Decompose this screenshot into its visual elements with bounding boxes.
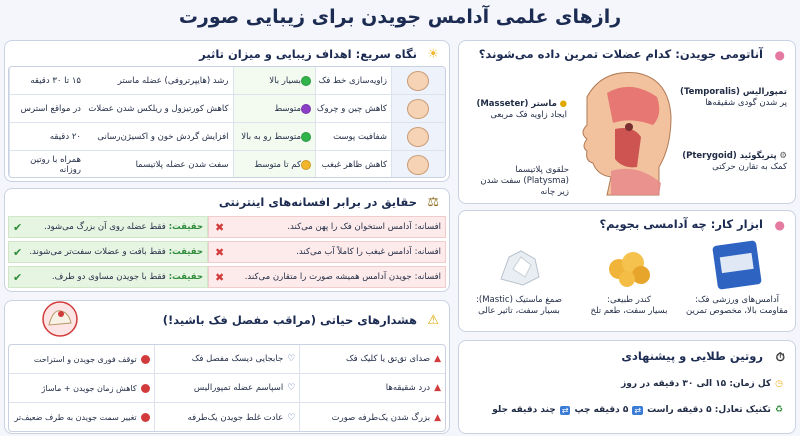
anatomy-heading-text: آناتومی جویدن: کدام عضلات تمرین داده می‌شوند؟ <box>478 47 763 61</box>
warning-action <box>9 374 154 402</box>
stethoscope-icon: ♡ <box>287 383 296 393</box>
stop-icon <box>141 355 150 364</box>
masseter-label <box>467 99 567 121</box>
fact-label: حقیقت: <box>168 222 203 232</box>
temporalis-name: تمپورالیس (Temporalis) <box>680 87 787 97</box>
fact-text: فقط با جویدن مساوی دو طرف. <box>51 272 166 282</box>
myth-row <box>8 266 446 288</box>
myths-heading <box>219 195 439 210</box>
overview-effect: افزایش گردش خون و اکسیژن‌رسانی <box>97 131 229 142</box>
stopwatch-icon: ⏱ <box>775 349 785 364</box>
overview-effect: کاهش کورتیزول و ریلکس شدن عضلات <box>88 103 229 114</box>
warning-cause-text: اسپاسم عضله تمپورالیس <box>193 383 284 393</box>
cross-icon: ✖ <box>215 270 225 284</box>
overview-level <box>233 67 315 94</box>
level-dot-icon <box>301 76 311 86</box>
muscle-icon: ● <box>559 99 567 109</box>
pterygoid-desc: کمک به تقارن حرکتی <box>712 162 787 172</box>
overview-heading <box>199 47 439 62</box>
tool-frankincense <box>579 239 679 317</box>
myth-text: آدامس غبغب را کاملاً آب می‌کند. <box>296 247 412 257</box>
overview-level-text: متوسط <box>274 103 302 114</box>
siren-icon: ▲ <box>434 354 441 364</box>
swap-icon: ⇄ <box>634 405 642 415</box>
myth-label: افسانه: <box>414 247 441 257</box>
overview-icon-cell <box>391 151 445 178</box>
page-title: رازهای علمی آدامس جویدن برای زیبایی صورت <box>178 6 622 28</box>
warnings-table <box>8 344 446 432</box>
swap-icon-2: ⇄ <box>561 405 569 415</box>
stop-icon <box>141 384 150 393</box>
overview-icon-cell <box>391 67 445 94</box>
myth-row <box>8 216 446 238</box>
warning-action <box>9 345 154 373</box>
mastic-icon <box>491 239 547 291</box>
temporalis-desc: پر شدن گودی شقیقه‌ها <box>705 98 787 108</box>
overview-time: ۲۰ دقیقه <box>9 123 85 150</box>
warning-cause-text: عادت غلط جویدن یک‌طرفه <box>187 412 284 423</box>
warning-action-text: تغییر سمت جویدن به طرف ضعیف‌تر <box>14 413 137 422</box>
overview-icon-cell <box>391 123 445 150</box>
check-icon: ✔ <box>13 270 23 284</box>
jaw-joint-icon <box>39 299 81 337</box>
myth-cell <box>208 266 446 288</box>
scale-icon: ⚖ <box>427 194 439 210</box>
face-icon <box>407 99 429 119</box>
masseter-name: ماستر (Masseter) <box>476 99 557 109</box>
pterygoid-label <box>667 151 787 173</box>
tool-gum-pack <box>685 239 789 317</box>
stethoscope-icon: ♡ <box>287 354 296 364</box>
overview-level <box>233 123 315 150</box>
overview-level-text: متوسط رو به بالا <box>241 131 302 142</box>
myth-text: جویدن آدامس همیشه صورت را متقارن می‌کند. <box>244 272 412 282</box>
pterygoid-name: پتریگوئید (Pterygoid) <box>682 151 777 161</box>
level-dot-icon <box>301 104 311 114</box>
warning-symptom <box>299 345 445 373</box>
platysma-label <box>469 165 569 198</box>
warning-symptom <box>299 374 445 402</box>
platysma-name: حلقوی پلاتیسما <box>515 165 569 175</box>
myth-cell <box>208 216 446 238</box>
tools-heading <box>599 217 785 232</box>
overview-level <box>233 95 315 122</box>
tool-gum-name: آدامس‌های ورزشی فک: <box>694 295 780 305</box>
myths-heading-text: حقایق در برابر افسانه‌های اینترنتی <box>218 195 417 209</box>
candy-icon: ● <box>774 217 785 232</box>
overview-level <box>233 151 315 178</box>
temporalis-label <box>667 87 787 109</box>
overview-time: همراه با روتین روزانه <box>9 151 85 178</box>
myth-row <box>8 241 446 263</box>
cross-icon: ✖ <box>215 220 225 234</box>
warning-symptom-text: بزرگ شدن یک‌طرفه صورت <box>331 412 431 423</box>
overview-icon-cell <box>391 95 445 122</box>
gear-icon: ⚙ <box>779 151 787 161</box>
overview-effect: سفت شدن عضله پلاتیسما <box>135 160 229 170</box>
anatomy-panel <box>458 40 796 204</box>
overview-row <box>9 95 445 123</box>
check-icon: ✔ <box>13 220 23 234</box>
overview-goal: شفافیت پوست <box>315 123 391 150</box>
routine-heading-text: روتین طلایی و پیشنهادی <box>621 349 763 363</box>
warning-action <box>9 403 154 432</box>
tool-frankincense-name: کندر طبیعی: <box>607 295 651 305</box>
face-icon <box>407 71 429 91</box>
face-icon <box>407 127 429 147</box>
level-dot-icon <box>301 132 311 142</box>
warning-icon: ⚠ <box>427 312 439 328</box>
tools-panel <box>458 210 796 332</box>
fact-label: حقیقت: <box>168 247 203 257</box>
warnings-heading <box>163 313 439 328</box>
siren-icon: ▲ <box>434 383 441 393</box>
platysma-desc: (Platysma) سفت شدن زیر چانه <box>480 176 569 197</box>
fact-cell <box>8 216 208 238</box>
overview-row <box>9 123 445 151</box>
face-icon <box>407 155 429 175</box>
tools-heading-text: ابزار کار: چه آدامسی بجویم؟ <box>599 217 763 231</box>
frankincense-icon <box>601 239 657 291</box>
warning-symptom-text: درد شقیقه‌ها <box>385 383 431 393</box>
myth-label: افسانه: <box>414 272 441 282</box>
overview-effect: رشد (هایپرتروفی) عضله ماستر <box>117 75 229 86</box>
tool-frankincense-desc: بسیار سفت، طعم تلخ <box>590 306 668 316</box>
warning-cause <box>154 345 300 373</box>
tool-mastic <box>465 239 573 317</box>
anatomy-heading <box>479 47 785 62</box>
routine-panel <box>458 340 796 434</box>
check-icon: ✔ <box>13 245 23 259</box>
clock-icon: ◷ <box>775 379 783 389</box>
warning-row <box>9 345 445 374</box>
routine-total-line <box>621 379 783 389</box>
tool-mastic-desc: بسیار سفت، تاثیر عالی <box>478 306 560 316</box>
myth-text: آدامس استخوان فک را پهن می‌کند. <box>287 222 412 232</box>
stop-icon <box>141 413 150 422</box>
warning-row <box>9 374 445 403</box>
warnings-heading-text: هشدارهای حیاتی (مراقب مفصل فک باشید!) <box>162 313 417 327</box>
routine-technique-3: چند دقیقه جلو <box>492 405 556 415</box>
head-anatomy-illustration <box>567 67 677 197</box>
tool-gum-desc: مقاومت بالا، مخصوص تمرین <box>686 306 788 316</box>
overview-row <box>9 151 445 178</box>
stethoscope-icon: ♡ <box>287 412 296 423</box>
myth-label: افسانه: <box>414 222 441 232</box>
warning-action-text: توقف فوری جویدن و استراحت <box>33 354 137 364</box>
siren-icon: ▲ <box>434 412 441 423</box>
sun-icon: ☀ <box>427 46 439 62</box>
overview-time: ۱۵ تا ۳۰ دقیقه <box>9 67 85 94</box>
warning-symptom <box>299 403 445 432</box>
overview-row <box>9 67 445 95</box>
masseter-desc: ایجاد زاویه فک مربعی <box>490 110 567 120</box>
overview-time: در مواقع استرس <box>9 95 85 122</box>
overview-table <box>8 66 446 178</box>
overview-level-text: بسیار بالا <box>269 75 302 86</box>
warning-cause <box>154 374 300 402</box>
overview-level-text: کم تا متوسط <box>254 160 302 170</box>
gum-pack-icon <box>709 239 765 291</box>
fact-cell <box>8 266 208 288</box>
overview-heading-text: نگاه سریع: اهداف زیبایی و میزان تاثیر <box>199 47 417 61</box>
level-dot-icon <box>301 160 311 170</box>
recycle-icon: ♻ <box>774 405 783 415</box>
routine-heading <box>621 349 785 364</box>
cross-icon: ✖ <box>215 245 225 259</box>
routine-total: کل زمان: ۱۵ الی ۳۰ دقیقه در روز <box>621 379 772 389</box>
myth-cell <box>208 241 446 263</box>
fact-label: حقیقت: <box>168 272 203 282</box>
warning-row <box>9 403 445 432</box>
warning-cause-text: جابجایی دیسک مفصل فک <box>191 354 284 364</box>
brain-icon: ● <box>774 47 785 62</box>
fact-text: فقط بافت و عضلات سفت‌تر می‌شوند. <box>29 247 166 257</box>
fact-text: فقط عضله روی آن بزرگ می‌شود. <box>44 222 166 232</box>
overview-goal: کاهش چین و چروک <box>315 95 391 122</box>
overview-goal: کاهش ظاهر غبغب <box>315 151 391 178</box>
routine-technique: تکنیک تعادل: ۵ دقیقه راست <box>647 405 771 415</box>
warning-action-text: کاهش زمان جویدن + ماساژ <box>41 383 137 393</box>
routine-technique-2: ۵ دقیقه چپ <box>574 405 629 415</box>
warning-cause <box>154 403 300 432</box>
tool-mastic-name: صمغ ماستیک (Mastic): <box>476 295 562 305</box>
fact-cell <box>8 241 208 263</box>
warning-symptom-text: صدای تق‌تق یا کلیک فک <box>346 354 431 364</box>
overview-goal: زاویه‌سازی خط فک <box>315 67 391 94</box>
routine-technique-line <box>492 405 783 415</box>
